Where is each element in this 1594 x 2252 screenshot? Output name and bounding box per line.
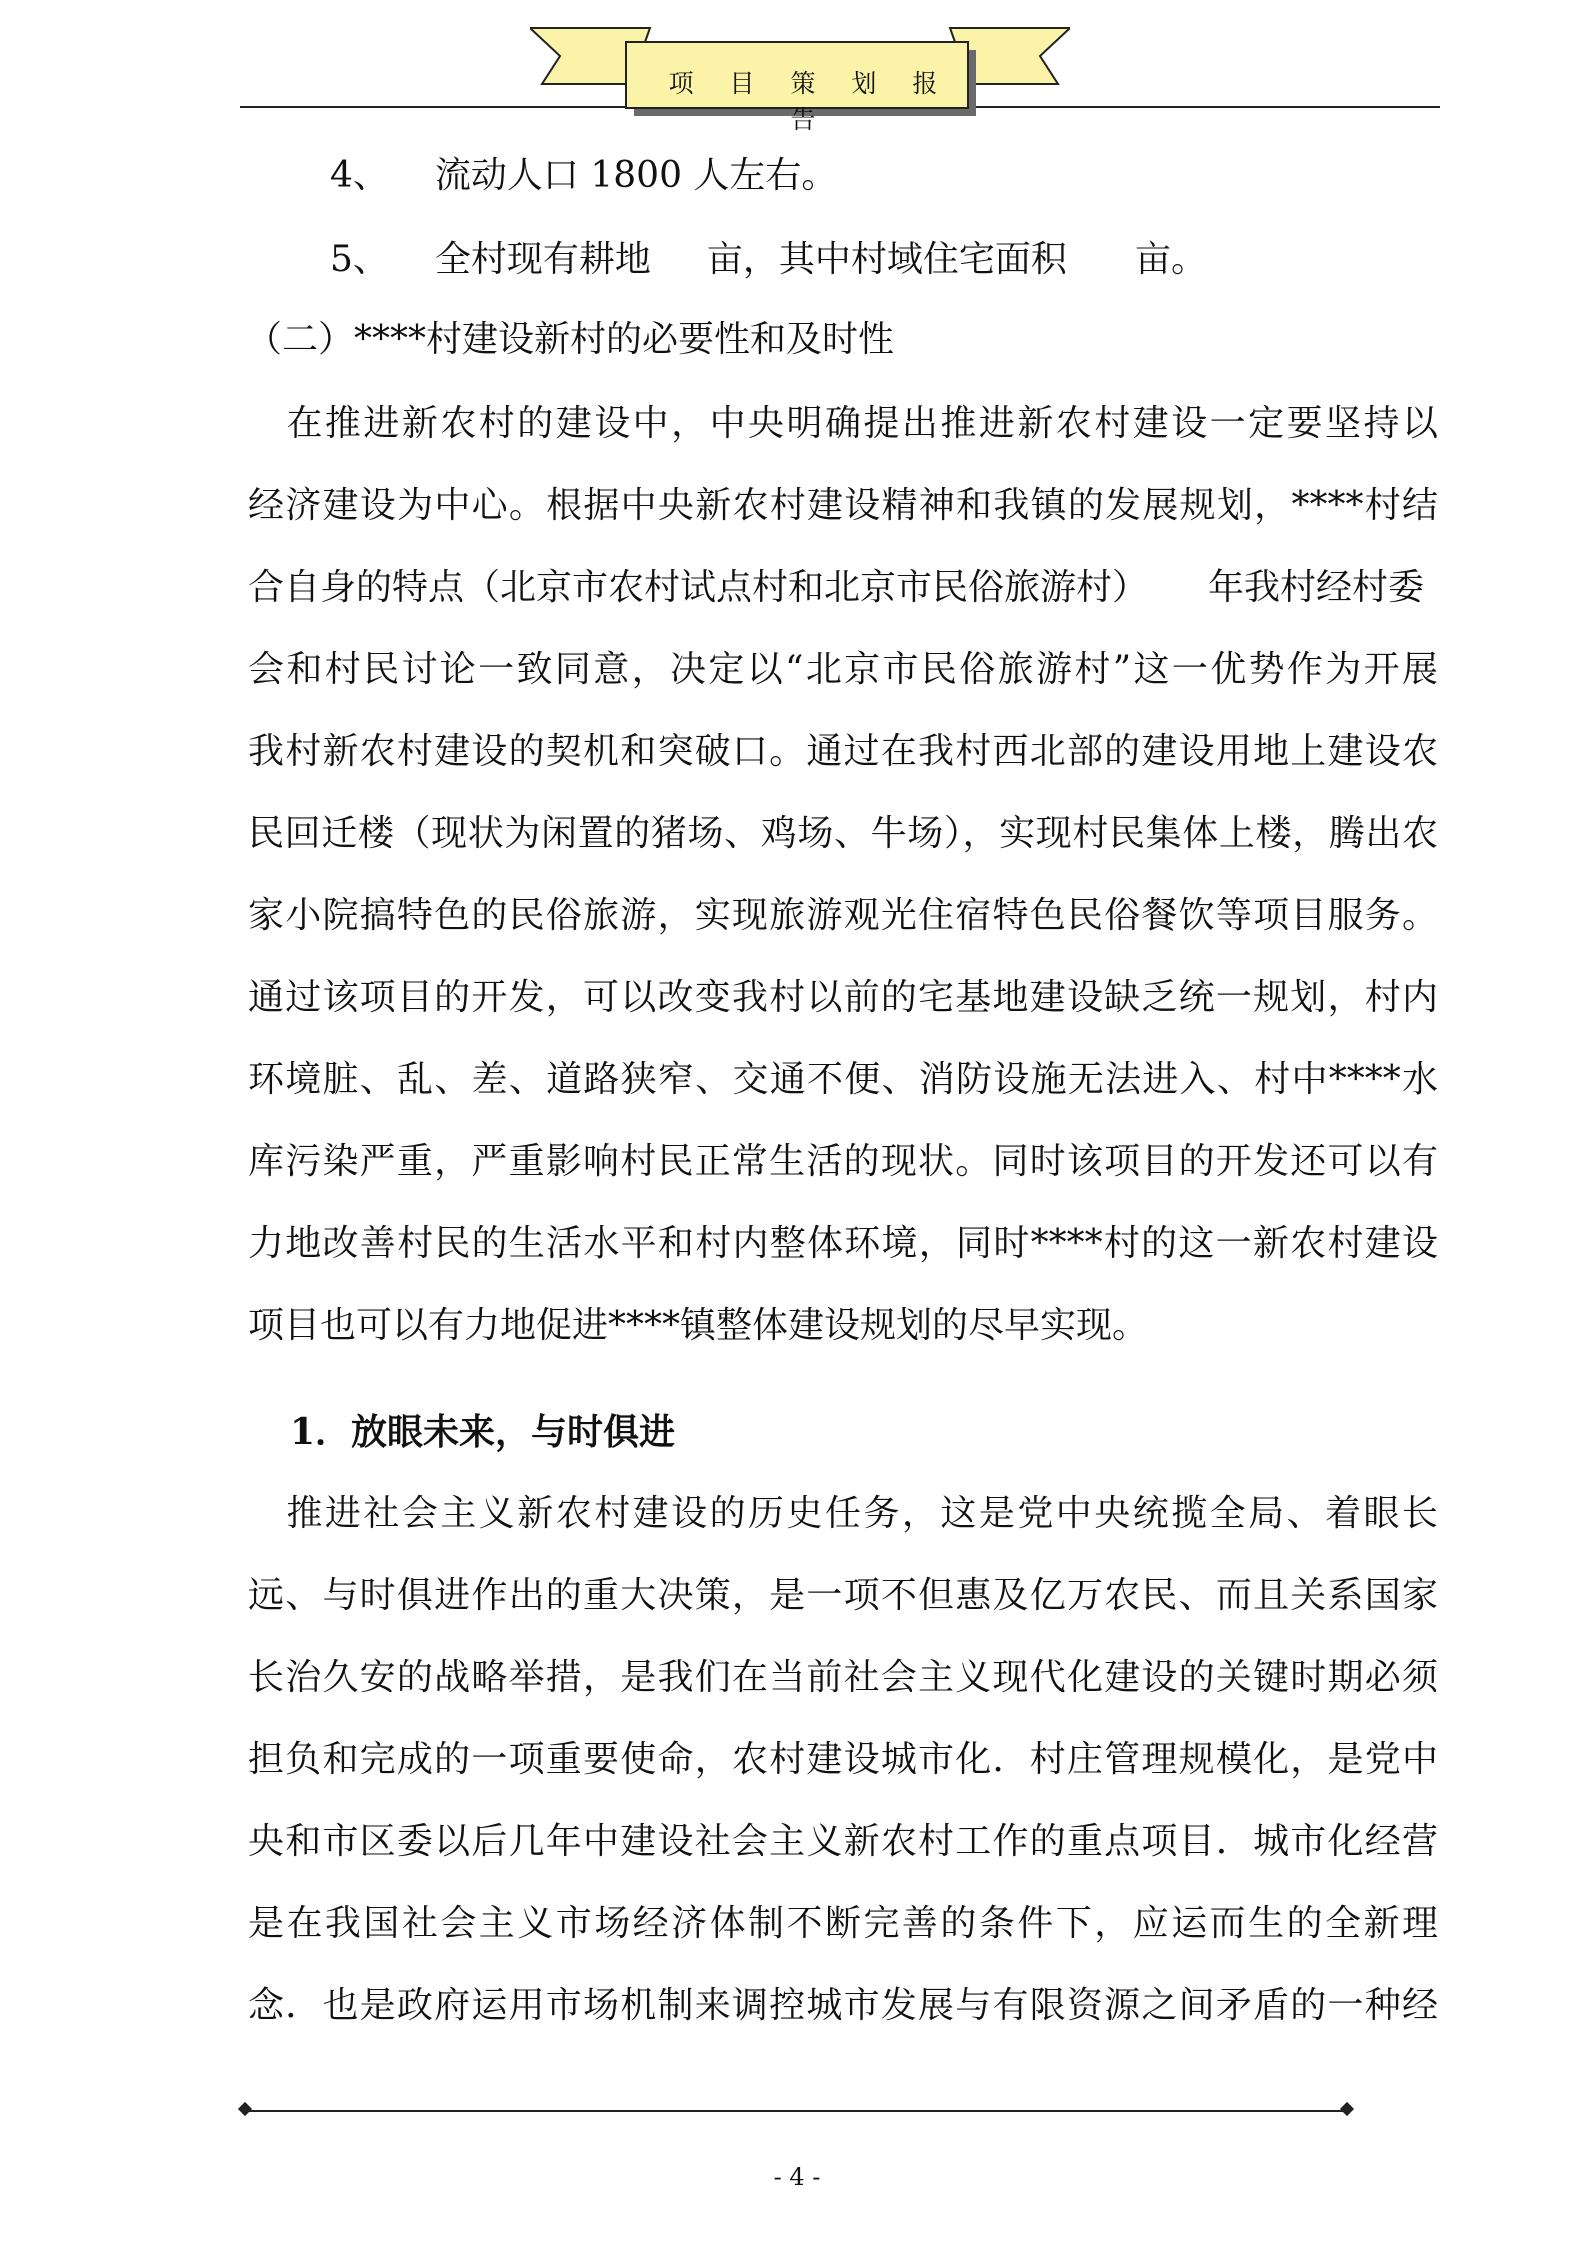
subheading: 1．放眼未来，与时俱进 — [290, 1411, 676, 1453]
paragraph-line: 民回迁楼（现状为闲置的猪场、鸡场、牛场），实现村民集体上楼，腾出农 — [248, 813, 1438, 854]
paragraph-line-head: 合自身的特点（北京市农村试点村和北京市民俗旅游村） — [248, 567, 1149, 608]
list-item-number: 5、 — [330, 239, 389, 280]
list-item-text-a: 全村现有耕地 — [434, 239, 651, 280]
paragraph-line: 央和市区委以后几年中建设社会主义新农村工作的重点项目．城市化经营 — [248, 1821, 1438, 1862]
list-item-number: 4、 — [330, 155, 389, 196]
paragraph-line: 项目也可以有力地促进****镇整体建设规划的尽早实现。 — [248, 1305, 1149, 1346]
list-item-4 — [330, 156, 1530, 196]
footer-rule — [246, 2110, 1348, 2112]
paragraph-line: 担负和完成的一项重要使命，农村建设城市化．村庄管理规模化，是党中 — [248, 1739, 1438, 1780]
paragraph-line: 家小院搞特色的民俗旅游，实现旅游观光住宿特色民俗餐饮等项目服务。 — [248, 895, 1438, 936]
header-title: 项 目 策 划 报 告 — [668, 69, 952, 134]
footer-diamond-left — [238, 2102, 252, 2116]
list-item-text: 流动人口 1800 人左右。 — [434, 155, 838, 196]
list-item-text-b: 亩，其中村域住宅面积 — [706, 239, 1067, 280]
page-number: - 4 - — [773, 2163, 821, 2191]
paragraph-line: 是在我国社会主义市场经济体制不断完善的条件下，应运而生的全新理 — [248, 1903, 1438, 1944]
paragraph-line-with-gap — [248, 568, 1448, 608]
paragraph-line: 在推进新农村的建设中，中央明确提出推进新农村建设一定要坚持以 — [248, 403, 1438, 444]
list-item-text-c: 亩。 — [1134, 239, 1207, 280]
paragraph-line: 通过该项目的开发，可以改变我村以前的宅基地建设缺乏统一规划，村内 — [248, 977, 1438, 1018]
paragraph-line: 念．也是政府运用市场机制来调控城市发展与有限资源之间矛盾的一种经 — [248, 1985, 1438, 2026]
paragraph-line: 长治久安的战略举措，是我们在当前社会主义现代化建设的关键时期必须 — [248, 1657, 1438, 1698]
paragraph-line: 经济建设为中心。根据中央新农村建设精神和我镇的发展规划，****村结 — [248, 485, 1438, 526]
paragraph-line: 会和村民讨论一致同意，决定以“北京市民俗旅游村”这一优势作为开展 — [248, 649, 1438, 690]
paragraph-line: 推进社会主义新农村建设的历史任务，这是党中央统揽全局、着眼长 — [248, 1493, 1438, 1534]
paragraph-line: 环境脏、乱、差、道路狭窄、交通不便、消防设施无法进入、村中****水 — [248, 1059, 1438, 1100]
footer-diamond-right — [1340, 2102, 1354, 2116]
paragraph-line: 我村新农村建设的契机和突破口。通过在我村西北部的建设用地上建设农 — [248, 731, 1438, 772]
paragraph-line: 远、与时俱进作出的重大决策，是一项不但惠及亿万农民、而且关系国家 — [248, 1575, 1438, 1616]
paragraph-line: 库污染严重，严重影响村民正常生活的现状。同时该项目的开发还可以有 — [248, 1141, 1438, 1182]
paragraph-line: 力地改善村民的生活水平和村内整体环境，同时****村的这一新农村建设 — [248, 1223, 1438, 1264]
list-item-5 — [330, 240, 1530, 280]
section-heading: （二）****村建设新村的必要性和及时性 — [246, 319, 895, 360]
paragraph-line-tail: 年我村经村委 — [1208, 567, 1425, 608]
